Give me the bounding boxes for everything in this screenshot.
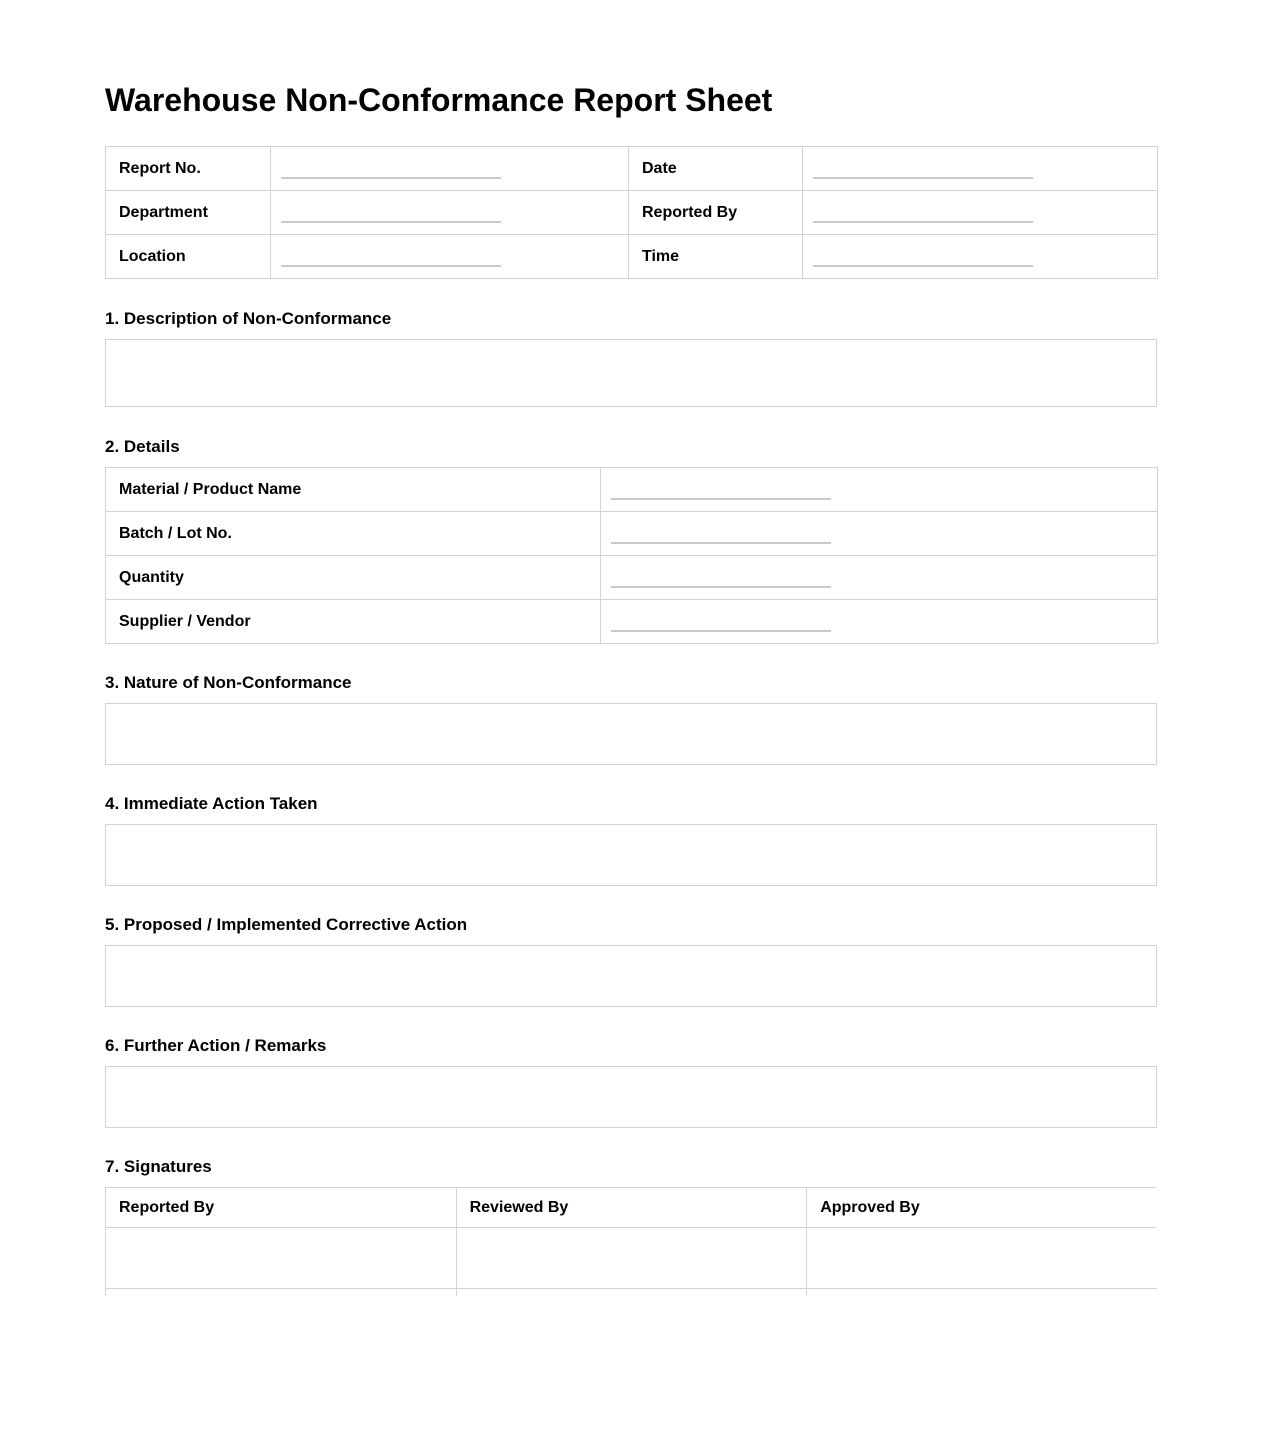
batch-lot-no-field[interactable] — [601, 512, 1158, 556]
section-2-heading: 2. Details — [105, 437, 180, 456]
location-fill-line[interactable] — [281, 265, 501, 267]
immediate-action-textbox[interactable] — [105, 824, 1157, 886]
quantity-label: Quantity — [106, 556, 601, 600]
date-fill-line[interactable] — [813, 177, 1033, 179]
table-row — [106, 512, 1158, 556]
table-row — [106, 1188, 1158, 1228]
report-no-label: Report No. — [106, 147, 271, 191]
nature-textbox[interactable] — [105, 703, 1157, 765]
signatures-table — [105, 1187, 1157, 1296]
signatures-header-reviewed-by: Reviewed By — [456, 1188, 807, 1228]
signature-cell-reviewed-by[interactable] — [456, 1228, 807, 1289]
supplier-vendor-field[interactable] — [601, 600, 1158, 644]
section-5-heading: 5. Proposed / Implemented Corrective Action — [105, 915, 468, 934]
supplier-vendor-fill-line[interactable] — [611, 630, 831, 632]
report-no-field[interactable] — [271, 147, 629, 191]
time-label: Time — [629, 235, 803, 279]
table-row — [106, 235, 1158, 279]
table-row — [106, 556, 1158, 600]
table-row — [106, 1228, 1158, 1289]
material-product-name-label: Material / Product Name — [106, 468, 601, 512]
signature-cell-extra-1 — [106, 1289, 457, 1297]
date-field[interactable] — [803, 147, 1158, 191]
section-7-heading: 7. Signatures — [105, 1157, 212, 1176]
signature-cell-extra-3 — [807, 1289, 1157, 1297]
batch-lot-no-fill-line[interactable] — [611, 542, 831, 544]
quantity-field[interactable] — [601, 556, 1158, 600]
department-field[interactable] — [271, 191, 629, 235]
section-3-heading: 3. Nature of Non-Conformance — [105, 673, 352, 692]
corrective-action-textbox[interactable] — [105, 945, 1157, 1007]
report-no-fill-line[interactable] — [281, 177, 501, 179]
signatures-table-clip — [105, 1187, 1157, 1296]
reported-by-label: Reported By — [629, 191, 803, 235]
page-title: Warehouse Non-Conformance Report Sheet — [105, 82, 773, 118]
reported-by-fill-line[interactable] — [813, 221, 1033, 223]
batch-lot-no-label: Batch / Lot No. — [106, 512, 601, 556]
supplier-vendor-label: Supplier / Vendor — [106, 600, 601, 644]
signature-cell-approved-by[interactable] — [807, 1228, 1157, 1289]
location-field[interactable] — [271, 235, 629, 279]
material-product-name-field[interactable] — [601, 468, 1158, 512]
quantity-fill-line[interactable] — [611, 586, 831, 588]
signatures-header-approved-by: Approved By — [807, 1188, 1157, 1228]
table-row — [106, 600, 1158, 644]
section-1-heading: 1. Description of Non-Conformance — [105, 309, 392, 328]
report-info-table — [105, 146, 1158, 279]
details-table — [105, 467, 1158, 644]
department-fill-line[interactable] — [281, 221, 501, 223]
table-row — [106, 191, 1158, 235]
section-4-heading: 4. Immediate Action Taken — [105, 794, 318, 813]
signature-cell-reported-by[interactable] — [106, 1228, 457, 1289]
signatures-header-reported-by: Reported By — [106, 1188, 457, 1228]
material-product-name-fill-line[interactable] — [611, 498, 831, 500]
section-6-heading: 6. Further Action / Remarks — [105, 1036, 327, 1055]
table-row-clipped — [106, 1289, 1158, 1297]
date-label: Date — [629, 147, 803, 191]
location-label: Location — [106, 235, 271, 279]
signature-cell-extra-2 — [456, 1289, 807, 1297]
department-label: Department — [106, 191, 271, 235]
description-textbox[interactable] — [105, 339, 1157, 407]
time-field[interactable] — [803, 235, 1158, 279]
reported-by-field[interactable] — [803, 191, 1158, 235]
table-row — [106, 468, 1158, 512]
further-action-textbox[interactable] — [105, 1066, 1157, 1128]
time-fill-line[interactable] — [813, 265, 1033, 267]
table-row — [106, 147, 1158, 191]
